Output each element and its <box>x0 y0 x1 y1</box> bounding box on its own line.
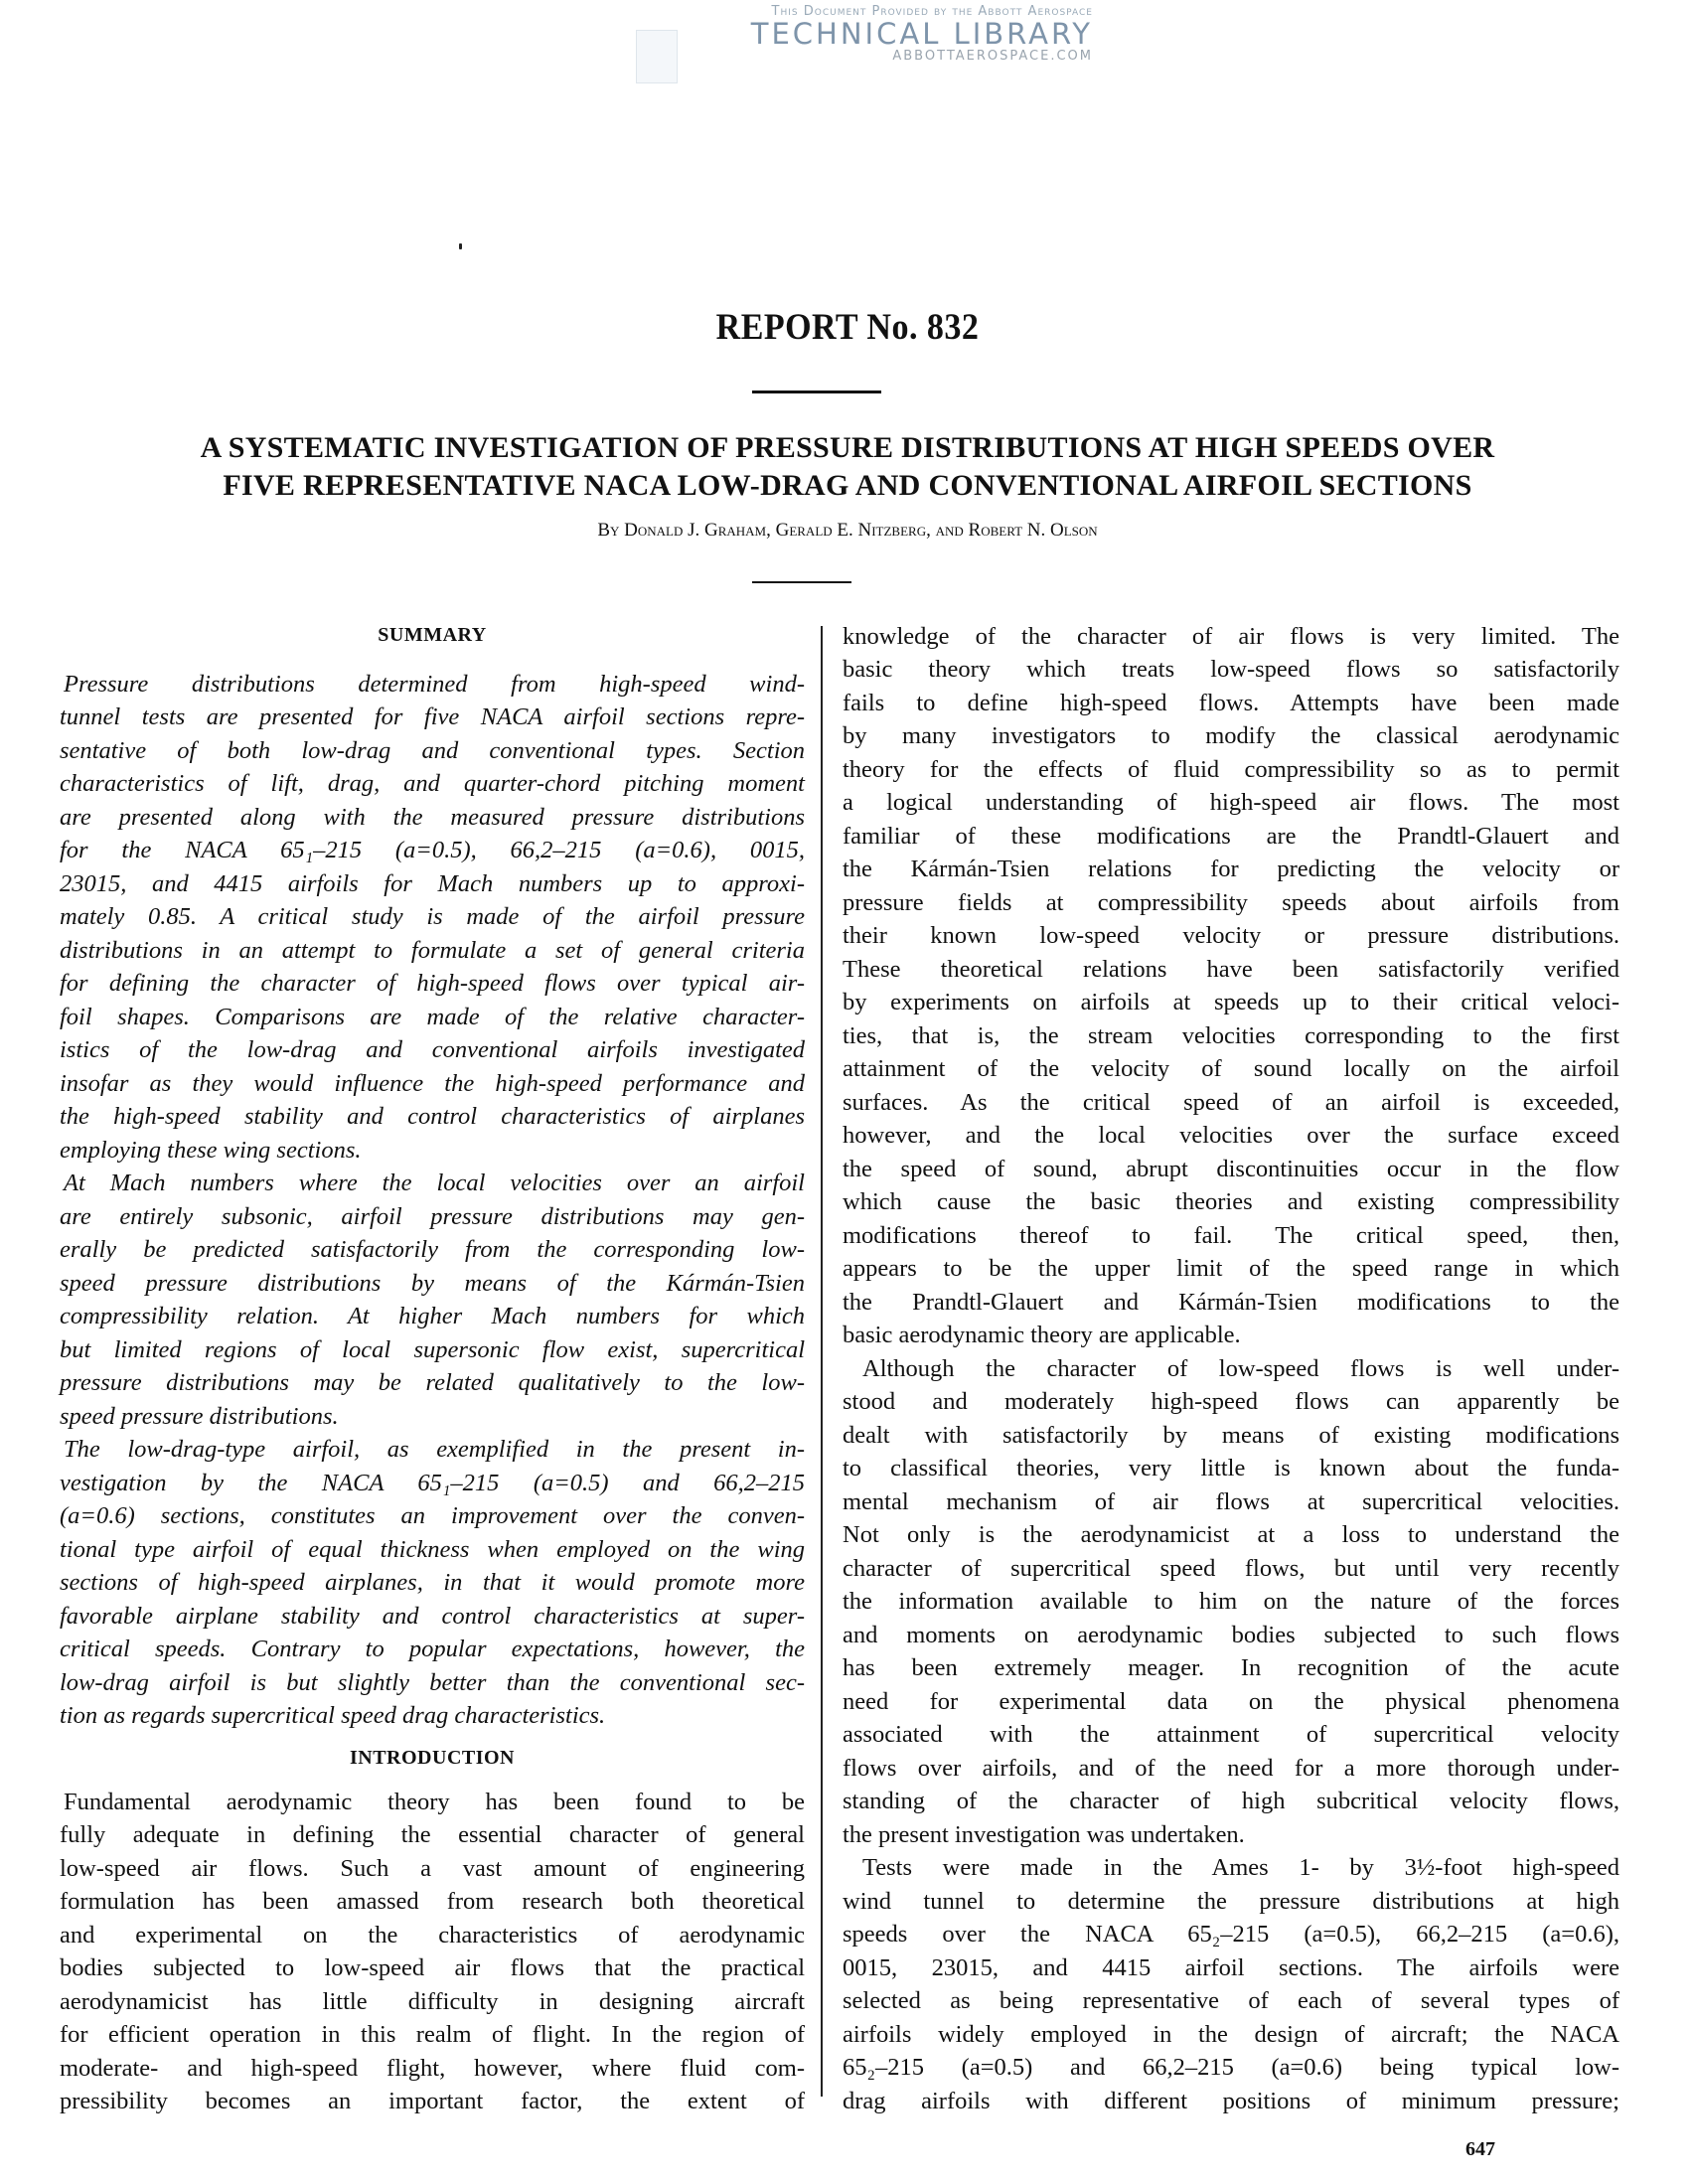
intro-line: character of supercritical speed flows, but until very recently <box>843 1555 1619 1582</box>
intro-line: 0015, 23015, and 4415 airfoil sections. The airfoils were <box>843 1954 1619 1981</box>
intro-line: however, and the local velocities over the surface exceed <box>843 1122 1619 1149</box>
summary-line: tional type airfoil of equal thickness when employed on the wing <box>60 1536 805 1563</box>
intro-line: the speed of sound, abrupt discontinuities occur in the flow <box>843 1156 1619 1182</box>
watermark-library-name: TECHNICAL LIBRARY <box>750 17 1093 51</box>
intro-line: standing of the character of high subcritical velocity flows, <box>843 1788 1619 1814</box>
summary-line: distributions in an attempt to formulate a set of general criteria <box>60 937 805 964</box>
intro-line: Fundamental aerodynamic theory has been found to be <box>64 1789 805 1815</box>
intro-line: speeds over the NACA 65₂–215 (a=0.5), 66,2–215 (a=0.6), <box>843 1921 1619 1948</box>
intro-line: aerodynamicist has little difficulty in designing aircraft <box>60 1988 805 2015</box>
summary-line: low-drag airfoil is but slightly better than the conventional sec- <box>60 1669 805 1696</box>
summary-line: insofar as they would influence the high-speed performance and <box>60 1070 805 1097</box>
intro-line: drag airfoils with different positions of minimum pressure; <box>843 2088 1619 2114</box>
intro-line: their known low-speed velocity or pressure distributions. <box>843 922 1619 949</box>
scan-speck <box>459 243 462 249</box>
intro-line: ties, that is, the stream velocities corresponding to the first <box>843 1022 1619 1049</box>
summary-line: The low-drag-type airfoil, as exemplified in the present in- <box>64 1436 805 1463</box>
summary-line: vestigation by the NACA 65₁–215 (a=0.5) and 66,2–215 <box>60 1470 805 1496</box>
intro-line: familiar of these modifications are the Prandtl-Glauert and <box>843 823 1619 850</box>
summary-line: (a=0.6) sections, constitutes an improvement over the conven- <box>60 1502 805 1529</box>
intro-line: 65₂–215 (a=0.5) and 66,2–215 (a=0.6) being typical low- <box>843 2054 1619 2081</box>
intro-line: modifications thereof to fail. The critical speed, then, <box>843 1222 1619 1249</box>
summary-line: pressure distributions may be related qualitatively to the low- <box>60 1369 805 1396</box>
intro-line: for efficient operation in this realm of flight. In the region of <box>60 2021 805 2048</box>
intro-line: dealt with satisfactorily by means of existing modifications <box>843 1422 1619 1449</box>
intro-line: These theoretical relations have been satisfactorily verified <box>843 956 1619 983</box>
summary-line: Pressure distributions determined from high-speed wind- <box>64 671 805 698</box>
summary-line: istics of the low-drag and conventional airfoils investigated <box>60 1036 805 1063</box>
watermark-provided-by: This Document Provided by the Abbott Aerospace <box>771 4 1093 19</box>
summary-line: speed pressure distributions. <box>60 1403 339 1430</box>
intro-line: by experiments on airfoils at speeds up to their critical veloci- <box>843 989 1619 1015</box>
paper-title-line-1: A SYSTEMATIC INVESTIGATION OF PRESSURE DISTRIBUTIONS AT HIGH SPEEDS OVER <box>200 431 1495 464</box>
summary-line: compressibility relation. At higher Mach numbers for which <box>60 1303 805 1329</box>
title-rule-bottom <box>752 581 851 583</box>
intro-line: formulation has been amassed from research both theoretical <box>60 1888 805 1915</box>
report-number: REPORT No. 832 <box>715 307 980 348</box>
intro-line: wind tunnel to determine the pressure distributions at high <box>843 1888 1619 1915</box>
summary-line: erally be predicted satisfactorily from the corresponding low- <box>60 1236 805 1263</box>
intro-line: moderate- and high-speed flight, however, where fluid com- <box>60 2055 805 2082</box>
intro-line: fully adequate in defining the essential character of general <box>60 1821 805 1848</box>
intro-line: theory for the effects of fluid compressibility so as to permit <box>843 756 1619 783</box>
intro-line: flows over airfoils, and of the need for a more thorough under- <box>843 1755 1619 1782</box>
summary-line: favorable airplane stability and control characteristics at super- <box>60 1603 805 1630</box>
intro-line: which cause the basic theories and existing compressibility <box>843 1188 1619 1215</box>
intro-line: attainment of the velocity of sound locally on the airfoil <box>843 1055 1619 1082</box>
summary-line: for defining the character of high-speed flows over typical air- <box>60 970 805 997</box>
intro-line: mental mechanism of air flows at supercritical velocities. <box>843 1488 1619 1515</box>
intro-line: airfoils widely employed in the design of aircraft; the NACA <box>843 2021 1619 2048</box>
summary-line: mately 0.85. A critical study is made of the airfoil pressure <box>60 903 805 930</box>
summary-line: critical speeds. Contrary to popular expectations, however, the <box>60 1636 805 1662</box>
summary-line: characteristics of lift, drag, and quarter-chord pitching moment <box>60 770 805 797</box>
summary-line: sentative of both low-drag and conventional types. Section <box>60 737 805 764</box>
intro-line: need for experimental data on the physical phenomena <box>843 1688 1619 1715</box>
page-number: 647 <box>1465 2138 1495 2160</box>
summary-line: employing these wing sections. <box>60 1137 362 1164</box>
intro-line: has been extremely meager. In recognition of the acute <box>843 1654 1619 1681</box>
summary-line: sections of high-speed airplanes, in that it would promote more <box>60 1569 805 1596</box>
intro-line: fails to define high-speed flows. Attempts have been made <box>843 690 1619 716</box>
intro-line: the Prandtl-Glauert and Kármán-Tsien modifications to the <box>843 1289 1619 1316</box>
summary-line: for the NACA 65₁–215 (a=0.5), 66,2–215 (a=0.6), 0015, <box>60 837 805 863</box>
intro-line: by many investigators to modify the classical aerodynamic <box>843 722 1619 749</box>
intro-line: Tests were made in the Ames 1- by 3½-foot high-speed <box>862 1854 1619 1881</box>
authors: By Donald J. Graham, Gerald E. Nitzberg, and Robert N. Olson <box>597 520 1098 541</box>
watermark-url: ABBOTTAEROSPACE.COM <box>892 49 1093 64</box>
intro-line: Not only is the aerodynamicist at a loss to understand the <box>843 1521 1619 1548</box>
summary-line: tunnel tests are presented for five NACA airfoil sections repre- <box>60 703 805 730</box>
intro-line: bodies subjected to low-speed air flows that the practical <box>60 1954 805 1981</box>
intro-line: to classifical theories, very little is known about the funda- <box>843 1455 1619 1482</box>
intro-line: appears to be the upper limit of the speed range in which <box>843 1255 1619 1282</box>
watermark <box>596 4 1093 64</box>
intro-line: pressibility becomes an important factor, the extent of <box>60 2088 805 2114</box>
intro-line: selected as being representative of each of several types of <box>843 1987 1619 2014</box>
paper-title-line-2: FIVE REPRESENTATIVE NACA LOW-DRAG AND CONVENTIONAL AIRFOIL SECTIONS <box>223 469 1472 502</box>
summary-line: are presented along with the measured pressure distributions <box>60 804 805 831</box>
column-divider <box>821 626 823 2097</box>
intro-line: and moments on aerodynamic bodies subjected to such flows <box>843 1622 1619 1648</box>
summary-line: 23015, and 4415 airfoils for Mach numbers up to approxi- <box>60 870 805 897</box>
summary-line: speed pressure distributions by means of the Kármán-Tsien <box>60 1270 805 1297</box>
intro-line: pressure fields at compressibility speeds about airfoils from <box>843 889 1619 916</box>
intro-line: a logical understanding of high-speed air flows. The most <box>843 789 1619 816</box>
intro-line: the information available to him on the nature of the forces <box>843 1588 1619 1615</box>
intro-line: the present investigation was undertaken. <box>843 1821 1245 1848</box>
title-rule-top <box>752 390 881 393</box>
intro-line: basic theory which treats low-speed flows so satisfactorily <box>843 656 1619 683</box>
intro-line: knowledge of the character of air flows is very limited. The <box>843 623 1619 650</box>
summary-line: tion as regards supercritical speed drag characteristics. <box>60 1702 606 1729</box>
intro-line: stood and moderately high-speed flows can apparently be <box>843 1388 1619 1415</box>
summary-line: are entirely subsonic, airfoil pressure distributions may gen- <box>60 1203 805 1230</box>
summary-line: foil shapes. Comparisons are made of the relative character- <box>60 1004 805 1030</box>
intro-line: Although the character of low-speed flows is well under- <box>862 1355 1619 1382</box>
intro-line: the Kármán-Tsien relations for predicting the velocity or <box>843 856 1619 882</box>
summary-line: but limited regions of local supersonic flow exist, supercritical <box>60 1336 805 1363</box>
summary-line: the high-speed stability and control characteristics of airplanes <box>60 1103 805 1130</box>
introduction-heading: INTRODUCTION <box>349 1747 516 1769</box>
intro-line: surfaces. As the critical speed of an airfoil is exceeded, <box>843 1089 1619 1116</box>
intro-line: associated with the attainment of supercritical velocity <box>843 1721 1619 1748</box>
intro-line: low-speed air flows. Such a vast amount of engineering <box>60 1855 805 1882</box>
summary-line: At Mach numbers where the local velocities over an airfoil <box>64 1170 805 1196</box>
intro-line: and experimental on the characteristics of aerodynamic <box>60 1922 805 1949</box>
summary-heading: SUMMARY <box>378 624 487 646</box>
intro-line: basic aerodynamic theory are applicable. <box>843 1322 1241 1348</box>
